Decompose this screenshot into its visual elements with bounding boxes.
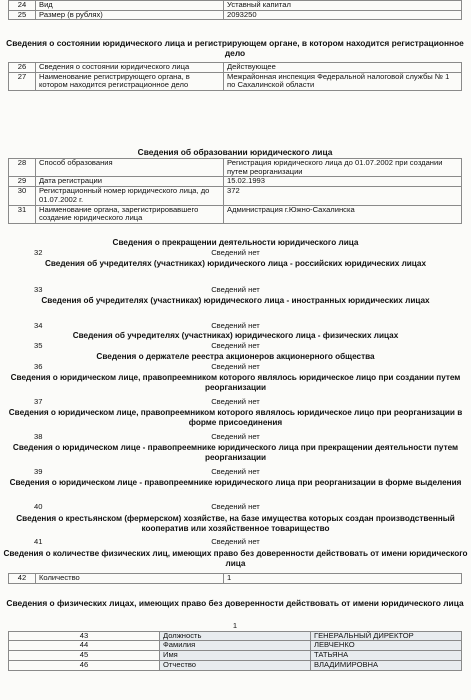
row-value: 372 <box>224 187 462 205</box>
state-table <box>8 62 462 91</box>
no-data-text: Сведений нет <box>211 362 260 371</box>
row-label: Количество <box>36 574 224 584</box>
row-label: Дата регистрации <box>36 177 224 187</box>
row-number: 45 <box>9 651 160 661</box>
table-row <box>9 631 462 641</box>
person-index: 1 <box>232 621 238 630</box>
row-label: Должность <box>160 631 311 641</box>
row-label: Фамилия <box>160 641 311 651</box>
row-number: 41 <box>34 537 43 546</box>
row-number: 35 <box>34 341 43 350</box>
row-number: 34 <box>34 321 43 330</box>
row-number: 44 <box>9 641 160 651</box>
row-value: ТАТЬЯНА <box>311 651 462 661</box>
section-title: Сведения об учредителях (участниках) юридического лица - физических лицах <box>72 331 399 340</box>
row-label: Способ образования <box>36 159 224 177</box>
no-data-text: Сведений нет <box>211 432 260 441</box>
no-data-text: Сведений нет <box>211 537 260 546</box>
row-value: ЛЕВЧЕНКО <box>311 641 462 651</box>
row-number: 33 <box>34 285 43 294</box>
row-number: 32 <box>34 248 43 257</box>
section-title-formation: Сведения об образовании юридического лица <box>137 147 333 157</box>
no-data-text: Сведений нет <box>211 248 260 257</box>
row-number: 37 <box>34 397 43 406</box>
section-title-termination: Сведения о прекращении деятельности юридического лица <box>112 238 359 247</box>
table-row <box>9 187 462 205</box>
row-number: 29 <box>9 177 36 187</box>
no-data-text: Сведений нет <box>211 397 260 406</box>
no-data-text: Сведений нет <box>211 341 260 350</box>
row-label: Отчество <box>160 660 311 670</box>
row-value: 15.02.1993 <box>224 177 462 187</box>
section-title: Сведения об учредителях (участниках) юридического лица - иностранных юридических лицах <box>41 296 430 305</box>
table-row <box>9 641 462 651</box>
table-row <box>9 622 462 631</box>
table-row <box>9 205 462 223</box>
count-table <box>8 573 462 584</box>
no-data-text: Сведений нет <box>211 285 260 294</box>
table-row <box>9 10 462 20</box>
section-title: Сведения об учредителях (участниках) юридического лица - российских юридических лицах <box>44 259 427 268</box>
table-row <box>9 1 462 11</box>
row-value: 1 <box>224 574 462 584</box>
row-number: 31 <box>9 205 36 223</box>
table-row <box>9 574 462 584</box>
row-value: Уставный капитал <box>224 1 462 11</box>
row-number: 40 <box>34 502 43 511</box>
table-row <box>9 159 462 177</box>
row-number: 46 <box>9 660 160 670</box>
row-number: 43 <box>9 631 160 641</box>
row-number: 30 <box>9 187 36 205</box>
row-label: Имя <box>160 651 311 661</box>
row-value: Межрайонная инспекция Федеральной налоговой службы № 1 по Сахалинской области <box>224 72 462 90</box>
table-row <box>9 72 462 90</box>
row-label: Наименование регистрирующего органа, в котором находится регистрационное дело <box>36 72 224 90</box>
row-number: 39 <box>34 467 43 476</box>
row-number: 38 <box>34 432 43 441</box>
row-value: ВЛАДИМИРОВНА <box>311 660 462 670</box>
section-title: Сведения о количестве физических лиц, имеющих право без доверенности действовать от имени юридического лица <box>3 549 468 568</box>
row-label: Наименование органа, зарегистрировавшего создание юридического лица <box>36 205 224 223</box>
row-number: 36 <box>34 362 43 371</box>
row-value: Регистрация юридического лица до 01.07.2002 при создании путем реорганизации <box>224 159 462 177</box>
row-number: 42 <box>9 574 36 584</box>
row-number: 28 <box>9 159 36 177</box>
row-value: Действующее <box>224 63 462 73</box>
section-title: Сведения о держателе реестра акционеров акционерного общества <box>96 352 375 361</box>
no-data-text: Сведений нет <box>211 467 260 476</box>
row-label: Размер (в рублях) <box>36 10 224 20</box>
row-label: Сведения о состоянии юридического лица <box>36 63 224 73</box>
section-title-state: Сведения о состоянии юридического лица и регистрирующем органе, в котором находится регистрационное дело <box>6 38 464 58</box>
section-title: Сведения о юридическом лице - правопреемнике юридического лица при прекращении деятельности путем реорганизации <box>12 443 459 462</box>
row-value: 2093250 <box>224 10 462 20</box>
row-value: ГЕНЕРАЛЬНЫЙ ДИРЕКТОР <box>311 631 462 641</box>
row-number: 24 <box>9 1 36 11</box>
section-title: Сведения о юридическом лице - правопреемнике юридического лица при реорганизации в форме выделения <box>9 478 462 487</box>
formation-table <box>8 158 462 224</box>
table-row <box>9 63 462 73</box>
row-number: 26 <box>9 63 36 73</box>
row-value: Администрация г.Южно-Сахалинска <box>224 205 462 223</box>
row-number: 25 <box>9 10 36 20</box>
table-row <box>9 660 462 670</box>
persons-table <box>8 622 462 671</box>
row-number: 27 <box>9 72 36 90</box>
section-title: Сведения о юридическом лице, правопреемником которого являлось юридическое лицо при реорганизации в форме присоединения <box>8 408 463 427</box>
section-title: Сведения о юридическом лице, правопреемником которого являлось юридическое лицо при создании путем реорганизации <box>10 373 461 392</box>
section-title-persons: Сведения о физических лицах, имеющих право без доверенности действовать от имени юридического лица <box>6 598 464 608</box>
table-row <box>9 651 462 661</box>
section-title: Сведения о крестьянском (фермерском) хозяйстве, на базе имущества которых создан производственный кооператив или хозяйственное товарищество <box>16 514 455 533</box>
no-data-text: Сведений нет <box>211 321 260 330</box>
no-data-text: Сведений нет <box>211 502 260 511</box>
row-label: Регистрационный номер юридического лица, до 01.07.2002 г. <box>36 187 224 205</box>
capital-table <box>8 0 462 20</box>
row-label: Вид <box>36 1 224 11</box>
